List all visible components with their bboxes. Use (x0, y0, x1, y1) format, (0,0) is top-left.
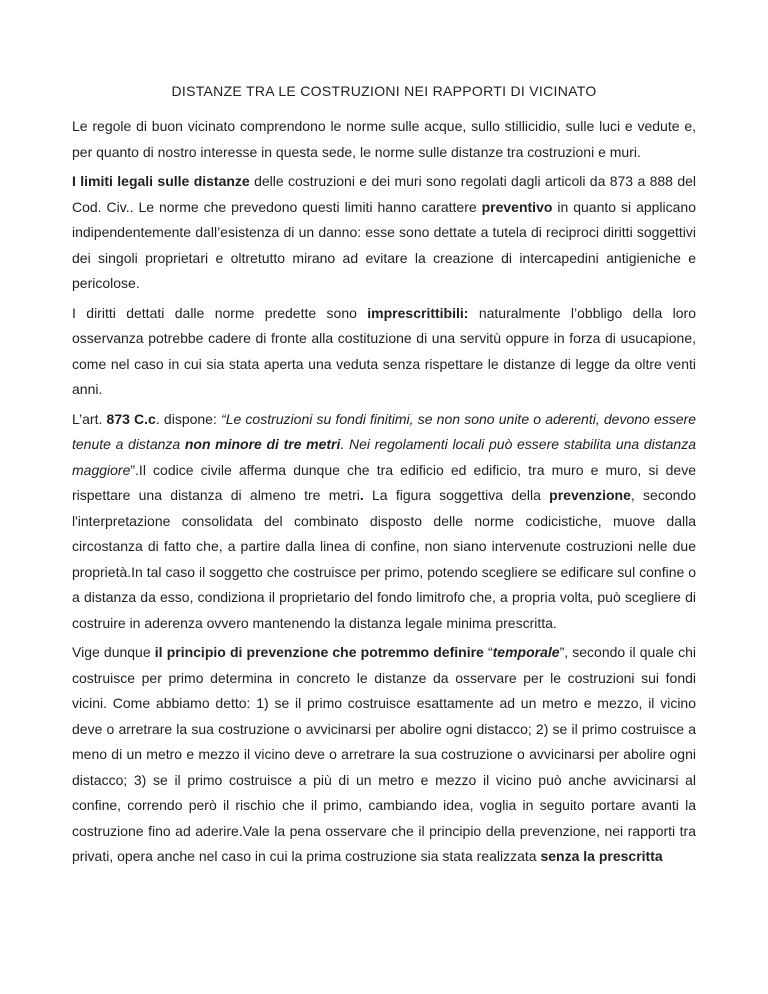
document-title: DISTANZE TRA LE COSTRUZIONI NEI RAPPORTI DI VICINATO (171, 83, 597, 99)
text-run: , secondo l'interpretazione consolidata del combinato disposto delle norme codicistiche, muove dalla circostanza di fatto che, a partire dalla linea di confine, non siano intervenute costruzioni nelle due proprietà.In tal caso il soggetto che costruisce per primo, potendo scegliere se edificare sul confine o a distanza da esso, condiziona il proprietario del fondo limitrofo che, a propria volta, può scegliere di costruire in aderenza ovvero mantenendo la distanza legale minima prescritta. (72, 487, 696, 631)
text-run: I diritti dettati dalle norme predette sono (72, 304, 368, 321)
text-run: senza la prescritta (540, 848, 663, 864)
text-run: “Le costruzioni su fondi finitimi, se non sono unite o aderenti, devono essere tenute a distanza (72, 410, 696, 452)
text-run: imprescrittibili: (367, 304, 469, 321)
paragraph (72, 169, 696, 297)
text-run: ”.Il codice civile afferma dunque che tra edificio ed edificio, tra muro e muro, si deve rispettare una distanza di almeno tre metri (72, 461, 696, 503)
text-run: prevenzione (549, 487, 631, 503)
paragraph (72, 640, 696, 870)
text-run: . Nei regolamenti locali può essere stabilita una distanza maggiore (72, 436, 697, 478)
text-run: in quanto si applicano indipendentemente dall’esistenza di un danno: esse sono dettate a tutela di reciproci diritti soggettivi dei singoli proprietari e oltretutto mirano ad evitare la creazione di intercapedini antigieniche e pericolose. (72, 198, 697, 291)
text-run: Vige dunque (72, 644, 155, 660)
text-run: Le regole di buon vicinato comprendono le norme sulle acque, sullo stillicidio, sulle luci e vedute e, per quanto di nostro interesse in questa sede, le norme sulle distanze tra costruzioni e muri. (72, 118, 696, 160)
document-body (72, 114, 696, 870)
text-run: non minore di tre metri (184, 436, 341, 452)
text-run: I limiti legali sulle distanze (72, 173, 250, 189)
text-run: . dispone: (155, 410, 222, 427)
text-run: 873 C.c (106, 410, 156, 427)
text-run: ”, secondo il quale chi costruisce per primo determina in concreto le distanze da osservare per le costruzioni sui fondi vicini. Come abbiamo detto: 1) se il primo costruisce esattamente ad un metro e mezzo, il vicino deve o arretrare la sua costruzione o avvicinarsi per abolire ogni distacco; 2) se il primo costruisce a meno di un metro e mezzo il vicino deve o arretrare la sua costruzione o avvicinarsi per abolire ogni distacco; 3) se il primo costruisce a più di un metro e mezzo il vicino può anche avvicinarsi al confine, correndo però il rischio che il primo, cambiando idea, voglia in seguito portare avanti la costruzione fino ad aderire.Vale la pena osservare che il principio della prevenzione, nei rapporti tra privati, opera anche nel caso in cui la prima costruzione sia stata realizzata (72, 644, 696, 864)
paragraph (72, 114, 696, 165)
text-run: naturalmente l’obbligo della loro osservanza potrebbe cadere di fronte alla costituzione di una servitù oppure in forza di usucapione, come nel caso in cui sia stata aperta una veduta senza rispettare le distanze di legge da oltre venti anni. (72, 304, 696, 397)
paragraph (72, 407, 696, 637)
text-run: La figura soggettiva della (363, 487, 550, 503)
text-run: il principio di prevenzione che potremmo definire (154, 644, 484, 660)
text-run: “ (483, 644, 493, 660)
paragraph (72, 301, 696, 403)
text-run: temporale (492, 644, 560, 660)
text-run: delle costruzioni e dei muri sono regolati dagli articoli da 873 a 888 del Cod. Civ.. Le norme che prevedono questi limiti hanno carattere (72, 173, 697, 215)
text-run: preventivo (481, 198, 553, 215)
text-run: L’art. (72, 410, 107, 427)
text-run: . (359, 487, 364, 503)
